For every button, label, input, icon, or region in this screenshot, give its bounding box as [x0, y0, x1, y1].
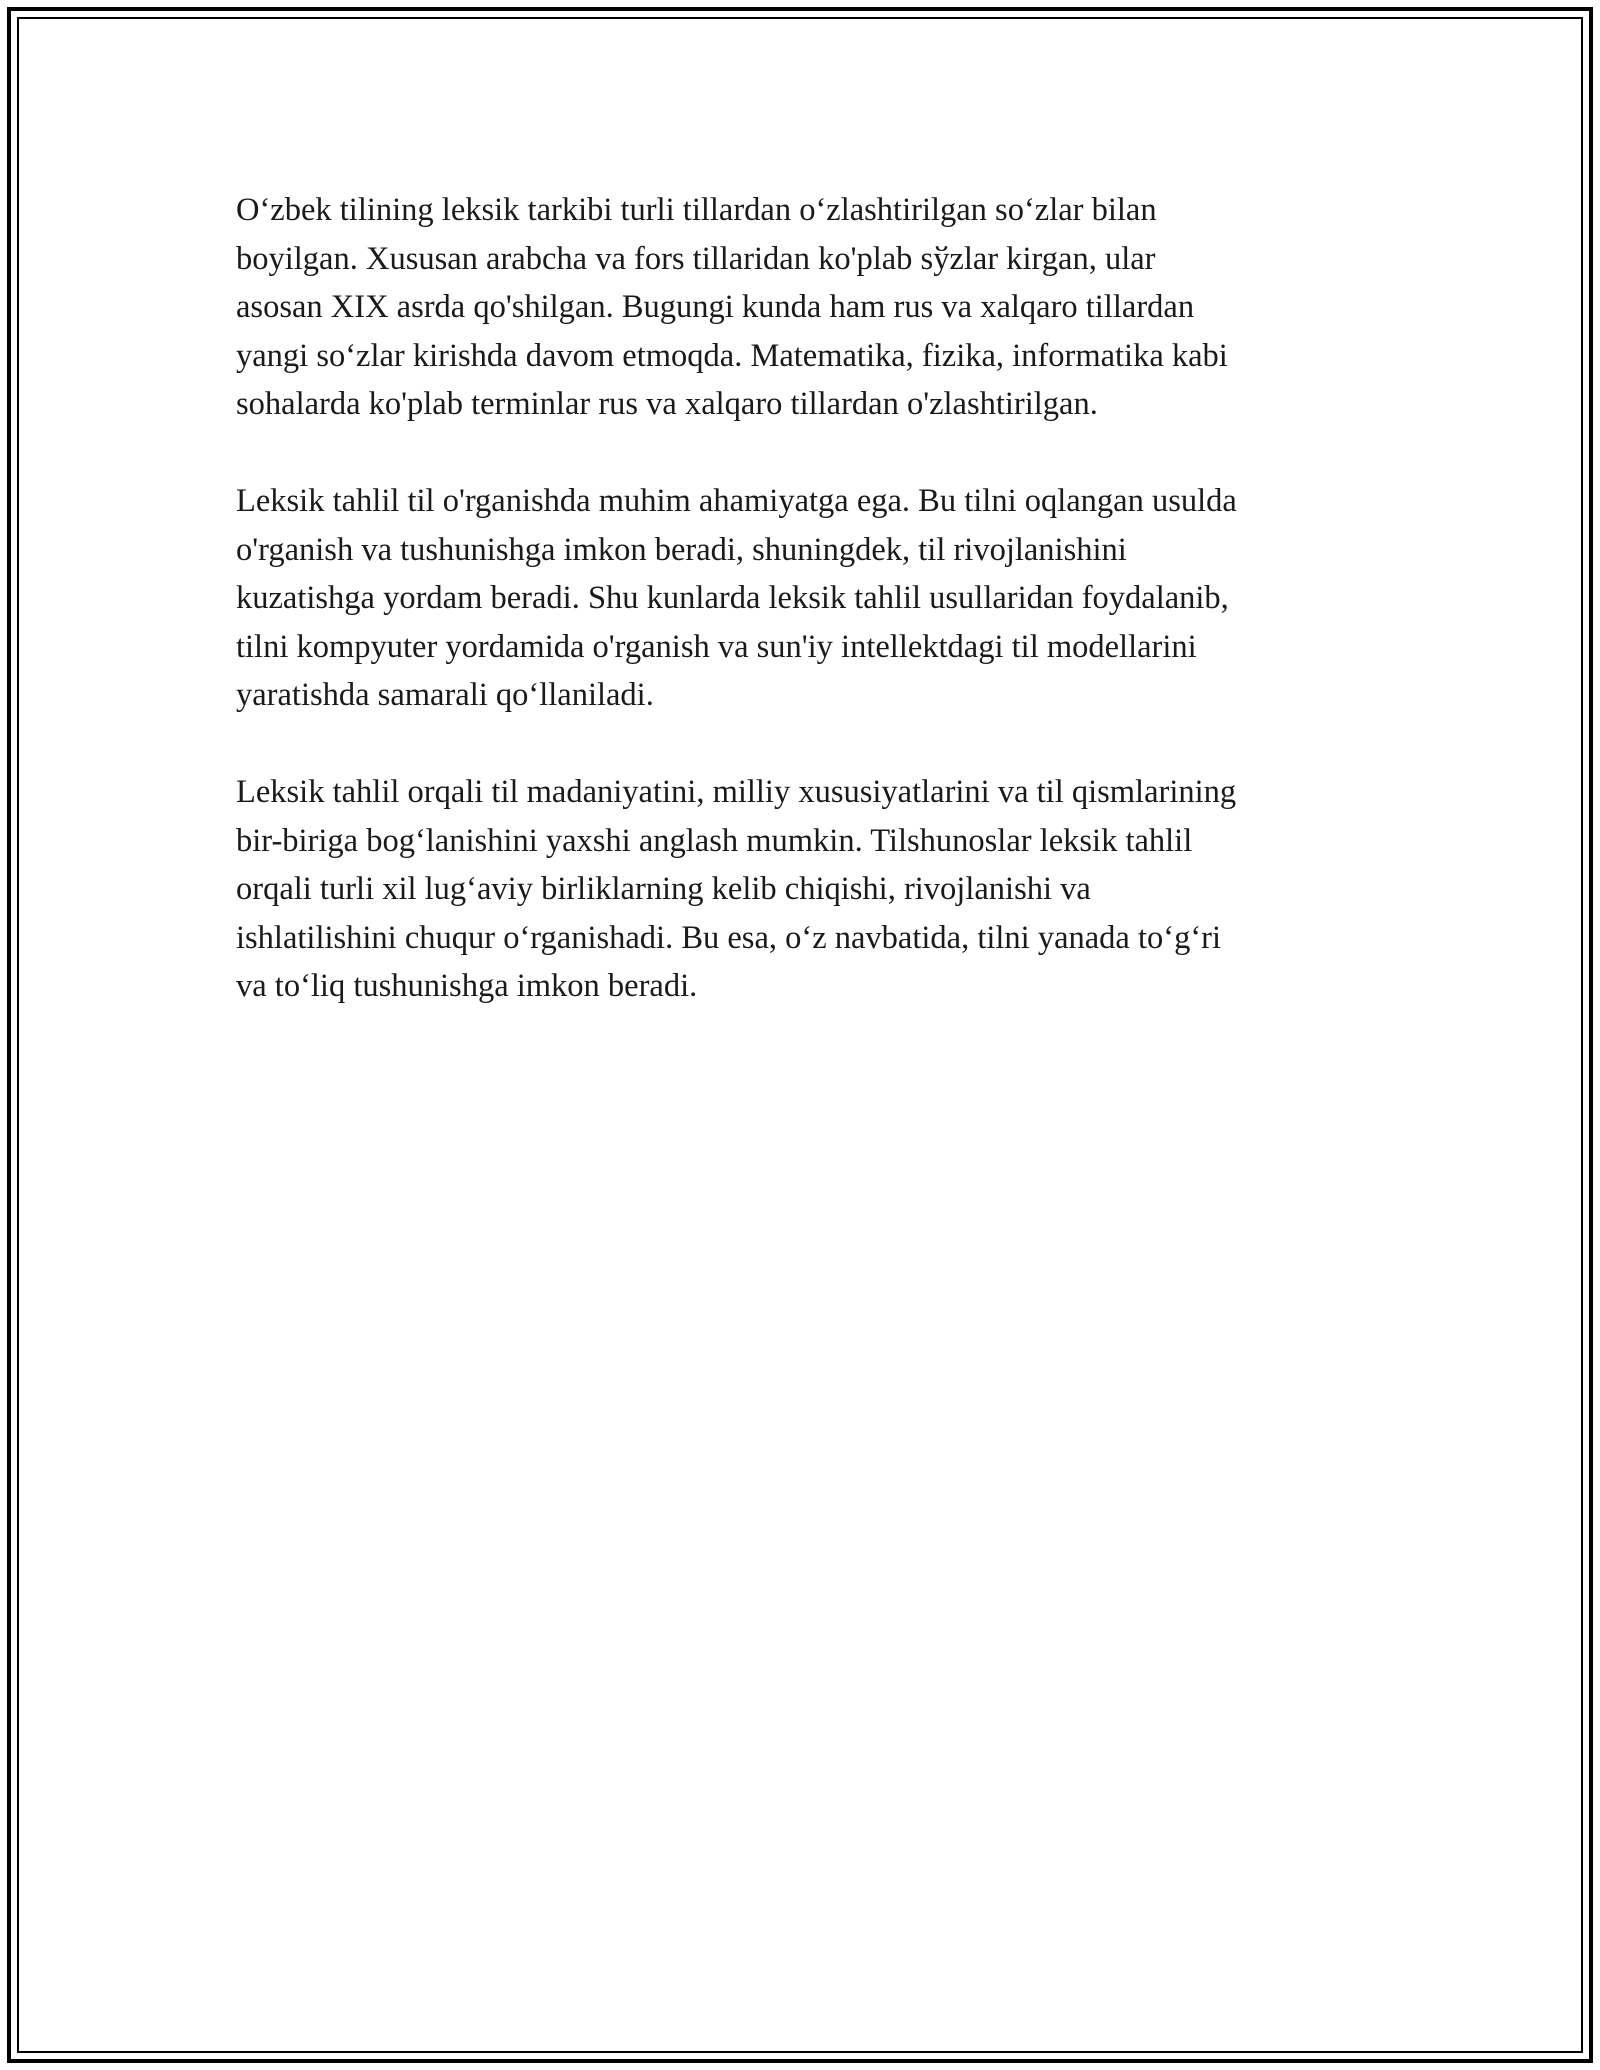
text-line: va to‘liq tushunishga imkon beradi.: [236, 968, 698, 1004]
text-line: O‘zbek tilining leksik tarkibi turli tillardan o‘zlashtirilgan so‘zlar bilan: [236, 192, 1157, 228]
text-line: Leksik tahlil til o'rganishda muhim ahamiyatga ega. Bu tilni oqlangan usulda: [236, 483, 1237, 519]
text-line: yangi so‘zlar kirishda davom etmoqda. Matematika, fizika, informatika kabi: [236, 337, 1228, 374]
text-line: bir-biriga bog‘lanishini yaxshi anglash mumkin. Tilshunoslar leksik tahlil: [236, 822, 1193, 859]
text-line: tilni kompyuter yordamida o'rganish va sun'iy intellektdagi til modellarini: [236, 628, 1197, 665]
document-body: [236, 186, 1376, 1059]
paragraph-1: [236, 186, 1376, 429]
text-line: asosan XIX asrda qo'shilgan. Bugungi kunda ham rus va xalqaro tillardan: [236, 289, 1195, 325]
text-line: boyilgan. Xususan arabcha va fors tillaridan ko'plab sўzlar kirgan, ular: [236, 240, 1156, 277]
text-line: sohalarda ko'plab terminlar rus va xalqaro tillardan o'zlashtirilgan.: [236, 386, 1098, 422]
text-line: kuzatishga yordam beradi. Shu kunlarda leksik tahlil usullaridan foydalanib,: [236, 580, 1229, 616]
paragraph-3: [236, 768, 1376, 1011]
text-line: yaratishda samarali qo‘llaniladi.: [236, 677, 654, 713]
paragraph-2: [236, 477, 1376, 720]
text-line: ishlatilishini chuqur o‘rganishadi. Bu esa, o‘z navbatida, tilni yanada to‘g‘ri: [236, 919, 1221, 956]
text-line: Leksik tahlil orqali til madaniyatini, milliy xususiyatlarini va til qismlarining: [236, 774, 1237, 810]
text-line: orqali turli xil lug‘aviy birliklarning kelib chiqishi, rivojlanishi va: [236, 871, 1091, 907]
text-line: o'rganish va tushunishga imkon beradi, shuningdek, til rivojlanishini: [236, 531, 1127, 568]
